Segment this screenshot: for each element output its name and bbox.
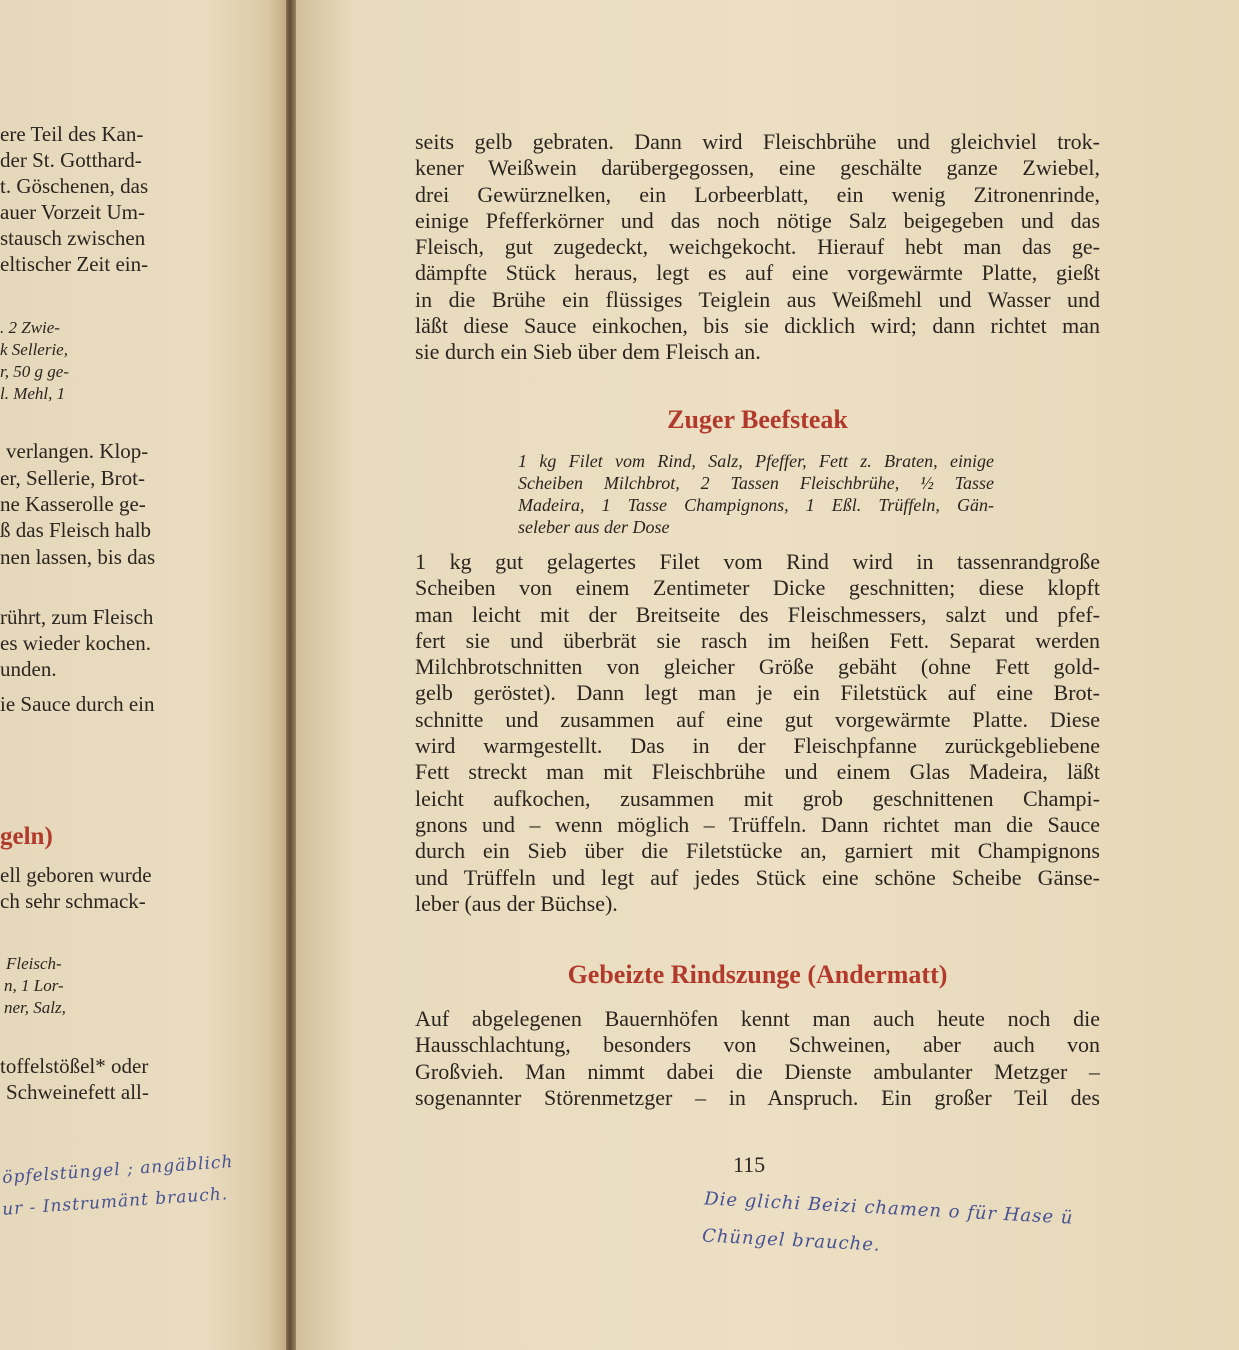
recipe-title-gebeizte-rindszunge: Gebeizte Rindszunge (Andermatt) bbox=[567, 960, 948, 989]
recipe2-paragraph bbox=[415, 1006, 1100, 1111]
text-line: Fleisch, gut zugedeckt, weichgekocht. Hierauf hebt man das ge- bbox=[415, 234, 1100, 260]
text-line: durch ein Sieb über die Filetstücke an, garniert mit Champignons bbox=[415, 838, 1100, 864]
recipe1-paragraph bbox=[415, 549, 1100, 917]
text-line: gnons und – wenn möglich – Trüffeln. Dann richtet man die Sauce bbox=[415, 811, 1100, 837]
left-ingredient-line: l. Mehl, 1 bbox=[0, 384, 66, 403]
left-text-line: stausch zwischen bbox=[0, 226, 146, 250]
left-text-line: Schweinefett all- bbox=[6, 1080, 149, 1104]
ingredient-line: Madeira, 1 Tasse Champignons, 1 Eßl. Trüffeln, Gän- bbox=[518, 495, 994, 515]
left-text-line: unden. bbox=[0, 657, 57, 681]
text-line: 1 kg gut gelagertes Filet vom Rind wird in tassenrandgroße bbox=[415, 549, 1100, 574]
text-line: läßt diese Sauce einkochen, bis sie dicklich wird; dann richtet man bbox=[415, 313, 1100, 339]
left-text-line: rührt, zum Fleisch bbox=[0, 605, 154, 629]
left-ingredient-line: k Sellerie, bbox=[0, 340, 68, 359]
text-line: Scheiben von einem Zentimeter Dicke geschnitten; diese klopft bbox=[415, 575, 1100, 601]
ingredient-line: Scheiben Milchbrot, 2 Tassen Fleischbrühe, ½ Tasse bbox=[518, 473, 994, 493]
right-handwritten-note: Die glichi Beizi chamen o für Hase ü bbox=[703, 1188, 1074, 1229]
book-gutter bbox=[286, 0, 296, 1350]
left-text-line: er, Sellerie, Brot- bbox=[0, 466, 145, 490]
text-line: Auf abgelegenen Bauernhöfen kennt man auch heute noch die bbox=[415, 1006, 1100, 1031]
left-text-line: der St. Gotthard- bbox=[0, 148, 142, 172]
text-line: man leicht mit der Breitseite des Fleischmessers, salzt und pfef- bbox=[415, 601, 1100, 627]
left-recipe-title: geln) bbox=[0, 823, 53, 850]
ingredient-list bbox=[518, 450, 994, 538]
text-line: gelb geröstet). Dann legt man je ein Filetstück auf eine Brot- bbox=[415, 680, 1100, 706]
left-text-line: verlangen. Klop- bbox=[6, 439, 149, 463]
left-text-line: ie Sauce durch ein bbox=[0, 692, 155, 716]
right-page bbox=[296, 0, 1239, 1350]
left-ingredient-line: r, 50 g ge- bbox=[0, 362, 69, 381]
left-handwritten-note: ur - Instrumänt brauch. bbox=[1, 1184, 229, 1220]
left-text-line: eltischer Zeit ein- bbox=[0, 252, 149, 276]
text-line: kener Weißwein darübergegossen, eine geschälte ganze Zwiebel, bbox=[415, 155, 1100, 181]
text-line: und Trüffeln und legt auf jedes Stück eine schöne Scheibe Gänse- bbox=[415, 864, 1100, 890]
page-number: 115 bbox=[733, 1152, 766, 1177]
left-ingredient-line: . 2 Zwie- bbox=[0, 318, 60, 337]
text-line: schnitte und zusammen auf eine gut vorgewärmte Platte. Diese bbox=[415, 706, 1100, 732]
text-line: Hausschlachtung, besonders von Schweinen, aber auch von bbox=[415, 1032, 1100, 1058]
ingredient-line: seleber aus der Dose bbox=[518, 517, 670, 537]
left-text-line: ch sehr schmack- bbox=[0, 889, 146, 913]
left-text-line: es wieder kochen. bbox=[0, 631, 152, 655]
left-text-line: ne Kasserolle ge- bbox=[0, 492, 146, 516]
left-text-line: ere Teil des Kan- bbox=[0, 122, 144, 146]
left-text-line: ß das Fleisch halb bbox=[0, 518, 152, 542]
text-line: Milchbrotschnitten von gleicher Größe gebäht (ohne Fett gold- bbox=[415, 654, 1100, 680]
recipe-title-zuger-beefsteak: Zuger Beefsteak bbox=[667, 405, 848, 434]
left-handwritten-note: öpfelstüngel ; angäblich bbox=[1, 1151, 235, 1189]
left-text-line: auer Vorzeit Um- bbox=[0, 200, 146, 224]
text-line: seits gelb gebraten. Dann wird Fleischbrühe und gleichviel trok- bbox=[415, 129, 1100, 154]
left-text-line: ell geboren wurde bbox=[0, 863, 152, 887]
left-ingredient-line: Fleisch- bbox=[6, 954, 62, 973]
text-line: einige Pfefferkörner und das noch nötige Salz beigegeben und das bbox=[415, 207, 1100, 233]
intro-paragraph bbox=[415, 129, 1100, 366]
text-line: drei Gewürznelken, ein Lorbeerblatt, ein wenig Zitronenrinde, bbox=[415, 181, 1100, 207]
left-text-line: t. Göschenen, das bbox=[0, 174, 149, 198]
left-text-line: toffelstößel* oder bbox=[0, 1054, 149, 1078]
left-ingredient-line: ner, Salz, bbox=[4, 998, 66, 1017]
text-line: Großvieh. Man nimmt dabei die Dienste ambulanter Metzger – bbox=[415, 1058, 1100, 1084]
left-page bbox=[0, 0, 290, 1350]
text-line: sogenannter Störenmetzger – in Anspruch. Ein großer Teil des bbox=[415, 1084, 1100, 1110]
text-line: dämpfte Stück heraus, legt es auf eine vorgewärmte Platte, gießt bbox=[415, 260, 1100, 286]
ingredient-line: 1 kg Filet vom Rind, Salz, Pfeffer, Fett z. Braten, einige bbox=[518, 451, 994, 471]
text-line: in die Brühe ein flüssiges Teiglein aus Weißmehl und Wasser und bbox=[415, 286, 1100, 312]
text-line: sie durch ein Sieb über dem Fleisch an. bbox=[415, 339, 761, 365]
text-line: leber (aus der Büchse). bbox=[415, 890, 618, 916]
left-ingredient-line: n, 1 Lor- bbox=[4, 976, 64, 995]
right-handwritten-note: Chüngel brauche. bbox=[701, 1225, 882, 1256]
text-line: Fett streckt man mit Fleischbrühe und einem Glas Madeira, läßt bbox=[415, 759, 1100, 785]
text-line: wird warmgestellt. Das in der Fleischpfanne zurückgebliebene bbox=[415, 733, 1100, 759]
left-text-line: nen lassen, bis das bbox=[0, 545, 156, 569]
text-line: leicht aufkochen, zusammen mit grob geschnittenen Champi- bbox=[415, 785, 1100, 811]
text-line: fert sie und überbrät sie rasch im heißen Fett. Separat werden bbox=[415, 627, 1100, 653]
